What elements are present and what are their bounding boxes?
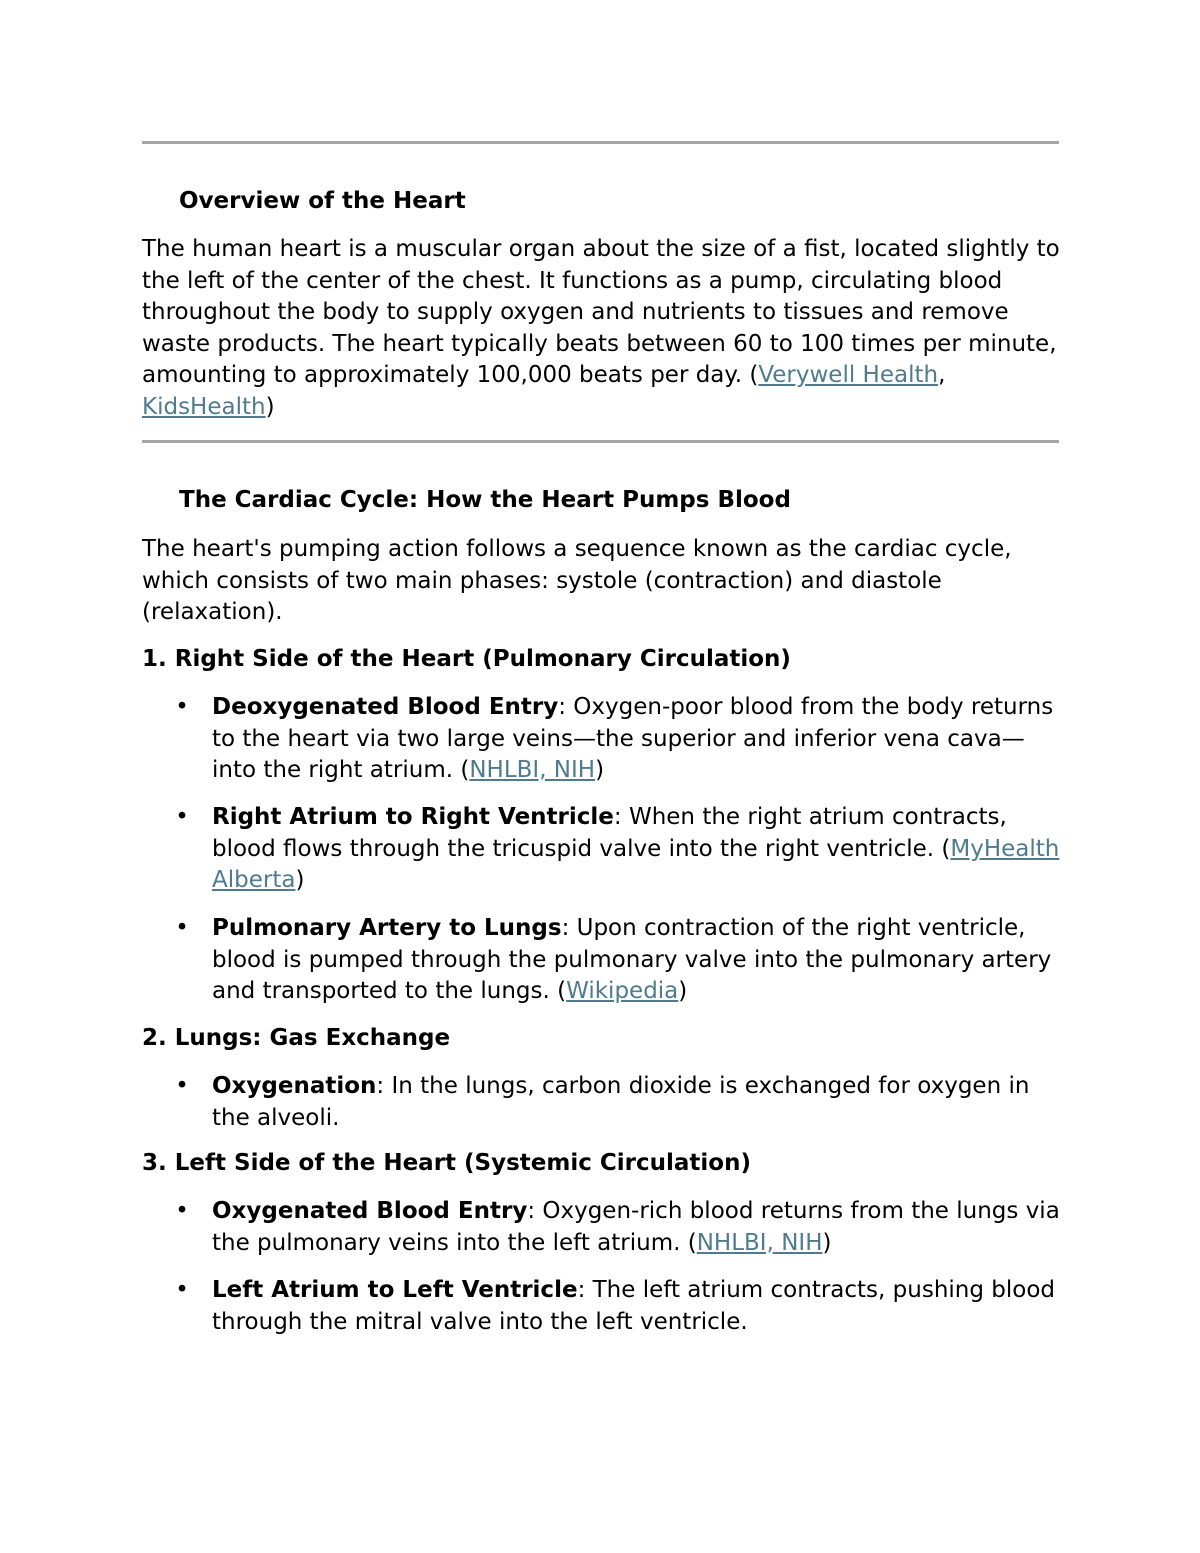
section-heading-right-side: 1. Right Side of the Heart (Pulmonary Circulation) [142, 646, 791, 672]
cardiac-intro-paragraph: The heart's pumping action follows a sequence known as the cardiac cycle, which consists of two main phases: systole (contraction) and diastole (relaxation). [142, 536, 1012, 625]
bullet-text: : Oxygen-rich blood returns from the lungs via the pulmonary veins into the left atrium. ( [212, 1198, 1060, 1256]
bullet-dot: • [175, 804, 189, 830]
list-item [175, 913, 1062, 1008]
bullet-text: : Oxygen-poor blood from the body returns to the heart via two large veins—the superior and inferior vena cava—into the right atrium. ( [212, 694, 1054, 783]
overview-heading: Overview of the Heart [179, 188, 466, 214]
list-item [175, 1196, 1062, 1259]
overview-paragraph [142, 234, 1062, 423]
bullet-text: : In the lungs, carbon dioxide is exchanged for oxygen in the alveoli. [212, 1073, 1030, 1131]
list-item [175, 802, 1062, 897]
bullet-close-paren: ) [822, 1229, 832, 1256]
bullet-term: Deoxygenated Blood Entry [212, 694, 559, 720]
overview-separator: , [938, 362, 946, 388]
bullet-close-paren: ) [595, 757, 605, 783]
bullet-dot: • [175, 1073, 189, 1099]
bullet-dot: • [175, 1277, 189, 1303]
bullet-dot: • [175, 1198, 189, 1224]
bullet-text: : The left atrium contracts, pushing blood through the mitral valve into the left ventricle. [212, 1277, 1056, 1335]
link-kidshealth[interactable]: KidsHealth [142, 393, 266, 420]
bullet-term: Left Atrium to Left Ventricle [212, 1277, 578, 1303]
link-verywell-health[interactable]: Verywell Health [758, 362, 939, 388]
link-myhealth-alberta[interactable]: MyHealth Alberta [212, 835, 1060, 893]
cardiac-cycle-heading: The Cardiac Cycle: How the Heart Pumps Blood [179, 487, 791, 513]
bullet-dot: • [175, 915, 189, 941]
bullet-text: : Upon contraction of the right ventricle, blood is pumped through the pulmonary valve into the pulmonary artery and transported to the lungs. ( [212, 915, 1052, 1004]
bullet-term: Oxygenated Blood Entry [212, 1198, 528, 1224]
bullet-term: Oxygenation [212, 1073, 377, 1099]
bullet-term: Right Atrium to Right Ventricle [212, 804, 614, 830]
link-wikipedia[interactable]: Wikipedia [566, 978, 679, 1004]
horizontal-rule [142, 440, 1059, 443]
list-item [175, 692, 1062, 787]
list-item [175, 1071, 1062, 1134]
link-nhlbi-nih[interactable]: NHLBI, NIH [469, 757, 596, 783]
bullet-term: Pulmonary Artery to Lungs [212, 915, 562, 941]
section-heading-lungs: 2. Lungs: Gas Exchange [142, 1025, 451, 1051]
bullet-close-paren: ) [678, 978, 688, 1004]
link-nhlbi-nih[interactable]: NHLBI, NIH [696, 1229, 823, 1256]
bullet-close-paren: ) [295, 867, 305, 893]
bullet-dot: • [175, 694, 189, 720]
horizontal-rule [142, 141, 1059, 144]
list-item [175, 1275, 1062, 1338]
overview-close-paren: ) [265, 393, 275, 420]
overview-text: The human heart is a muscular organ about the size of a fist, located slightly to the left of the center of the chest. It functions as a pump, circulating blood throughout the body to supply oxygen and nutrients to tissues and remove waste products. The heart typically beats between 60 to 100 times per minute, amounting to approximately 100,000 beats per day. ( [142, 236, 1060, 388]
bullet-text: : When the right atrium contracts, blood flows through the tricuspid valve into the right ventricle. ( [212, 804, 1007, 862]
section-heading-left-side: 3. Left Side of the Heart (Systemic Circulation) [142, 1150, 751, 1176]
